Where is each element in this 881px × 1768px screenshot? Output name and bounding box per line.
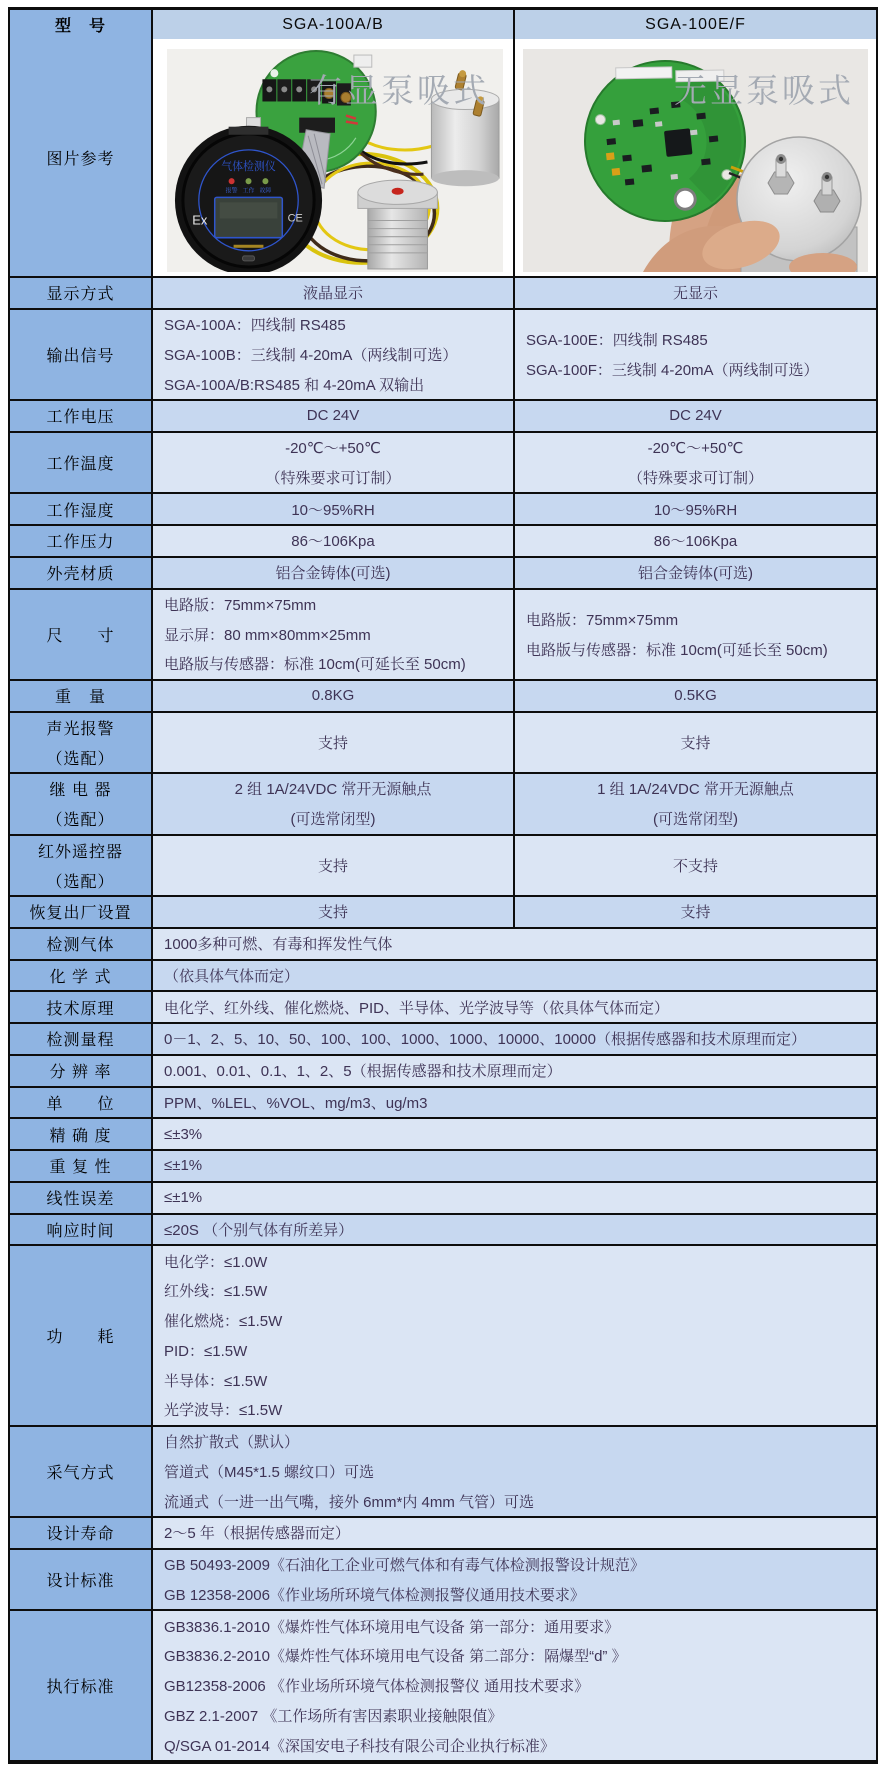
value-line: DC 24V — [306, 407, 360, 425]
table-row — [10, 1246, 876, 1427]
value-line: 支持 — [680, 734, 711, 752]
table-row — [10, 526, 876, 558]
value-line: SGA-100F：三线制 4-20mA（两线制可选） — [526, 361, 819, 379]
row-label: 响应时间 — [46, 1222, 115, 1240]
row-label-cell — [10, 897, 153, 927]
value-line: 无显示 — [672, 285, 718, 303]
row-label-cell — [10, 590, 153, 679]
value-cell — [153, 526, 515, 556]
table-row — [10, 278, 876, 310]
table-row — [10, 836, 876, 898]
value-cell — [153, 1151, 876, 1181]
row-label-cell — [10, 401, 153, 431]
value-cell — [153, 1119, 876, 1149]
sensor-red-dot — [392, 188, 404, 195]
header-model-a-cell — [153, 10, 515, 40]
row-label-cell — [10, 836, 153, 896]
table-row — [10, 590, 876, 681]
row-label: 检测气体 — [46, 937, 115, 955]
value-line: PID：≤1.5W — [164, 1342, 248, 1360]
value-line: 红外线：≤1.5W — [164, 1283, 268, 1301]
watermark-right: 无显泵吸式 — [674, 72, 854, 109]
table-row — [10, 1550, 876, 1612]
value-line: -20℃～+50℃ — [647, 440, 744, 458]
value-cell — [153, 558, 515, 588]
row-label: 功 耗 — [46, 1329, 115, 1346]
row-label-cell — [10, 494, 153, 524]
value-line: 支持 — [317, 904, 348, 922]
row-label: 重 复 性 — [49, 1159, 112, 1177]
value-cell — [153, 590, 515, 679]
pcb-chip — [664, 128, 693, 157]
value-cell — [153, 992, 876, 1022]
ce-mark: CE — [287, 212, 303, 225]
value-line: 铝合金铸体(可选) — [275, 565, 391, 583]
model-b-name: SGA-100E/F — [645, 15, 746, 33]
value-line: 支持 — [680, 904, 711, 922]
table-row — [10, 494, 876, 526]
row-label-cell — [10, 1246, 153, 1425]
value-line: 10～95%RH — [291, 501, 375, 519]
value-line: GB3836.2-2010《爆炸性气体环境用电气设备 第二部分：隔爆型“d” 》 — [164, 1648, 627, 1666]
row-label-cell — [10, 1550, 153, 1610]
table-row — [10, 1151, 876, 1183]
row-label: 化 学 式 — [49, 968, 112, 986]
value-cell — [515, 494, 876, 524]
value-cell — [515, 590, 876, 679]
row-label: 设计寿命 — [46, 1526, 115, 1544]
table-row — [10, 774, 876, 836]
value-line: 管道式（M45*1.5 螺纹口）可选 — [164, 1463, 375, 1481]
table-row — [10, 961, 876, 993]
row-label: 采气方式 — [46, 1464, 115, 1482]
row-label-cell — [10, 1611, 153, 1760]
value-line: 液晶显示 — [302, 285, 363, 303]
value-line: 2～5 年（根据传感器而定） — [164, 1525, 350, 1543]
row-label: 工作湿度 — [46, 502, 115, 520]
row-label: 工作电压 — [46, 409, 115, 427]
row-label: 外壳材质 — [46, 566, 115, 584]
value-line: (可选常闭型) — [653, 811, 738, 829]
row-label-cell — [10, 558, 153, 588]
product-photo-a — [167, 49, 503, 272]
value-line: 电化学：≤1.0W — [164, 1253, 268, 1271]
row-label-cell — [10, 526, 153, 556]
value-line: GB 50493-2009《石油化工企业可燃气体和有毒气体检测报警设计规范》 — [164, 1557, 645, 1575]
table-row — [10, 1024, 876, 1056]
value-line: GB12358-2006 《作业场所环境气体检测报警仪 通用技术要求》 — [164, 1678, 590, 1696]
row-label-cell — [10, 1151, 153, 1181]
value-line: GB 12358-2006《作业场所环境气体检测报警仪通用技术要求》 — [164, 1586, 585, 1604]
value-cell — [153, 774, 515, 834]
value-cell — [153, 433, 515, 493]
table-row — [10, 897, 876, 929]
value-cell — [515, 526, 876, 556]
row-label-cell — [10, 713, 153, 773]
row-label-cell — [10, 992, 153, 1022]
value-line: 0－1、2、5、10、50、100、100、1000、1000、10000、10000（根据传感器和技术原理而定） — [164, 1031, 806, 1049]
detector-button — [243, 256, 255, 261]
value-cell — [515, 278, 876, 308]
svg-text:故障: 故障 — [259, 188, 272, 195]
watermark-left: 有显泵吸式 — [309, 72, 489, 109]
svg-text:工作: 工作 — [242, 188, 255, 195]
table-row — [10, 1183, 876, 1215]
table-header-row — [10, 10, 876, 39]
value-cell — [515, 433, 876, 493]
row-label: 红外遥控器 — [37, 843, 123, 861]
row-label: 单 位 — [46, 1095, 115, 1113]
value-cell — [153, 1246, 876, 1425]
header-model-label-cell — [10, 10, 153, 40]
value-line: 10～95%RH — [653, 501, 738, 519]
value-line: ≤20S （个别气体有所差异） — [164, 1221, 354, 1239]
value-cell — [153, 961, 876, 991]
row-label: （选配） — [46, 873, 115, 891]
row-label-cell — [10, 1088, 153, 1118]
value-cell — [153, 836, 515, 896]
value-cell — [515, 310, 876, 399]
value-line: 流通式（一进一出气嘴，接外 6mm*内 4mm 气管）可选 — [164, 1493, 535, 1511]
row-label: 恢复出厂设置 — [29, 905, 132, 923]
table-row — [10, 1088, 876, 1120]
value-line: SGA-100A/B:RS485 和 4-20mA 双输出 — [164, 376, 425, 394]
value-cell — [153, 1550, 876, 1610]
row-label-cell — [10, 433, 153, 493]
row-label: 精 确 度 — [49, 1127, 112, 1145]
detector-brand-text: 气体检测仪 — [221, 161, 276, 174]
row-label: 重 量 — [54, 689, 106, 707]
pcb-connector-black — [299, 118, 335, 133]
value-line: 光学波导：≤1.5W — [164, 1402, 283, 1420]
value-line: 0.5KG — [674, 687, 717, 705]
value-line: 电路版与传感器：标准 10cm(可延长至 50cm) — [164, 656, 466, 674]
ex-mark: Ex — [192, 212, 208, 228]
pcb-hole — [674, 188, 696, 210]
value-cell — [153, 310, 515, 399]
table-row — [10, 1056, 876, 1088]
value-cell — [515, 558, 876, 588]
row-label-cell — [10, 1024, 153, 1054]
value-line: ≤±1% — [164, 1157, 203, 1175]
model-a-name: SGA-100A/B — [282, 15, 384, 33]
row-label-cell — [10, 774, 153, 834]
photo-row-label: 图片参考 — [46, 151, 115, 168]
row-label: 执行标准 — [46, 1679, 115, 1697]
photo-model-a-cell — [153, 39, 515, 276]
photo-model-b-cell — [515, 39, 876, 276]
value-cell — [153, 1088, 876, 1118]
value-cell — [153, 681, 515, 711]
value-line: 电路版：75mm×75mm — [164, 596, 317, 614]
value-line: ≤±3% — [164, 1125, 203, 1143]
table-row — [10, 310, 876, 401]
value-cell — [153, 494, 515, 524]
row-label-cell — [10, 1119, 153, 1149]
value-line: 电化学、红外线、催化燃烧、PID、半导体、光学波导等（依具体气体而定） — [164, 999, 670, 1017]
row-label: 工作温度 — [46, 456, 115, 473]
row-label: （选配） — [46, 750, 115, 768]
table-row — [10, 558, 876, 590]
table-row — [10, 1215, 876, 1247]
value-line: 0.8KG — [311, 687, 355, 705]
value-line: 0.001、0.01、0.1、1、2、5（根据传感器和技术原理而定） — [164, 1063, 562, 1081]
row-label: 技术原理 — [46, 1000, 115, 1018]
row-label: 检测量程 — [46, 1032, 115, 1050]
value-cell — [515, 713, 876, 773]
row-label: 继 电 器 — [49, 782, 112, 800]
value-cell — [515, 401, 876, 431]
row-label-cell — [10, 1427, 153, 1516]
table-row — [10, 1611, 876, 1762]
value-line: 86～106Kpa — [653, 533, 738, 551]
row-label: 声光报警 — [46, 720, 115, 738]
header-model-label: 型 号 — [54, 18, 106, 36]
value-cell — [153, 401, 515, 431]
value-line: 支持 — [317, 734, 348, 752]
table-row — [10, 401, 876, 433]
table-row — [10, 1119, 876, 1151]
row-label: 尺 寸 — [46, 627, 115, 645]
value-line: （特殊要求可订制） — [265, 469, 401, 487]
led-fault — [262, 178, 268, 184]
value-line: GB3836.1-2010《爆炸性气体环境用电气设备 第一部分：通用要求》 — [164, 1618, 620, 1636]
value-line: 支持 — [317, 857, 348, 875]
value-line: 电路版与传感器：标准 10cm(可延长至 50cm) — [526, 641, 828, 659]
value-line: 86～106Kpa — [291, 533, 375, 551]
row-label-cell — [10, 681, 153, 711]
row-label-cell — [10, 1183, 153, 1213]
row-label-cell — [10, 1215, 153, 1245]
value-cell — [515, 897, 876, 927]
value-line: 铝合金铸体(可选) — [638, 565, 753, 583]
value-cell — [153, 1611, 876, 1760]
row-label: 设计标准 — [46, 1573, 115, 1590]
row-label-cell — [10, 1518, 153, 1548]
value-cell — [153, 278, 515, 308]
value-cell — [153, 1183, 876, 1213]
value-cell — [515, 774, 876, 834]
table-row — [10, 1427, 876, 1518]
header-model-b-cell — [515, 10, 876, 40]
value-cell — [515, 836, 876, 896]
value-line: Q/SGA 01-2014《深国安电子科技有限公司企业执行标准》 — [164, 1737, 555, 1755]
spec-table — [8, 7, 878, 1764]
table-row — [10, 1518, 876, 1550]
row-label-cell — [10, 278, 153, 308]
value-line: 半导体：≤1.5W — [164, 1372, 268, 1390]
value-cell — [153, 1215, 876, 1245]
value-cell — [153, 1056, 876, 1086]
value-line: 自然扩散式（默认） — [164, 1434, 300, 1452]
value-line: PPM、%LEL、%VOL、mg/m3、ug/m3 — [164, 1094, 428, 1112]
value-line: GBZ 2.1-2007 《工作场所有害因素职业接触限值》 — [164, 1707, 503, 1725]
row-label: 分 辨 率 — [49, 1064, 112, 1082]
table-row — [10, 713, 876, 775]
value-line: 不支持 — [672, 857, 718, 875]
row-label-cell — [10, 961, 153, 991]
value-cell — [153, 713, 515, 773]
photo-row — [10, 39, 876, 278]
value-line: DC 24V — [669, 407, 722, 425]
value-line: SGA-100A：四线制 RS485 — [164, 317, 346, 335]
row-label: 线性误差 — [46, 1191, 115, 1209]
value-line: -20℃～+50℃ — [285, 440, 381, 458]
value-line: 显示屏：80 mm×80mm×25mm — [164, 626, 371, 644]
value-line: 催化燃烧：≤1.5W — [164, 1313, 283, 1331]
led-work — [246, 178, 252, 184]
value-line: (可选常闭型) — [290, 811, 376, 829]
table-row — [10, 992, 876, 1024]
row-label: 显示方式 — [46, 286, 115, 304]
value-line: 电路版：75mm×75mm — [526, 611, 679, 629]
value-cell — [153, 929, 876, 959]
value-line: ≤±1% — [164, 1189, 203, 1207]
svg-text:报警: 报警 — [225, 188, 238, 195]
value-line: 1000多种可燃、有毒和挥发性气体 — [164, 936, 393, 954]
sensor-cylinder — [358, 180, 438, 269]
row-label: 输出信号 — [46, 347, 115, 365]
value-cell — [515, 681, 876, 711]
value-cell — [153, 1518, 876, 1548]
row-label-cell — [10, 929, 153, 959]
row-label-cell — [10, 1056, 153, 1086]
value-line: （特殊要求可订制） — [627, 469, 763, 487]
value-line: SGA-100B：三线制 4-20mA（两线制可选） — [164, 346, 458, 364]
value-cell — [153, 1427, 876, 1516]
value-cell — [153, 1024, 876, 1054]
value-line: SGA-100E：四线制 RS485 — [526, 332, 708, 349]
product-photo-b — [523, 49, 868, 272]
spec-rows — [10, 278, 876, 1762]
value-cell — [153, 897, 515, 927]
row-label: 工作压力 — [46, 534, 115, 552]
row-label-cell — [10, 310, 153, 399]
detector-head — [175, 126, 322, 272]
led-alarm — [229, 178, 235, 184]
photo-row-label-cell — [10, 39, 153, 276]
table-row — [10, 929, 876, 961]
row-label: （选配） — [46, 812, 115, 830]
value-line: （依具体气体而定） — [164, 967, 300, 985]
value-line: 1 组 1A/24VDC 常开无源触点 — [597, 781, 794, 799]
table-row — [10, 681, 876, 713]
table-row — [10, 433, 876, 495]
value-line: 2 组 1A/24VDC 常开无源触点 — [234, 781, 432, 799]
